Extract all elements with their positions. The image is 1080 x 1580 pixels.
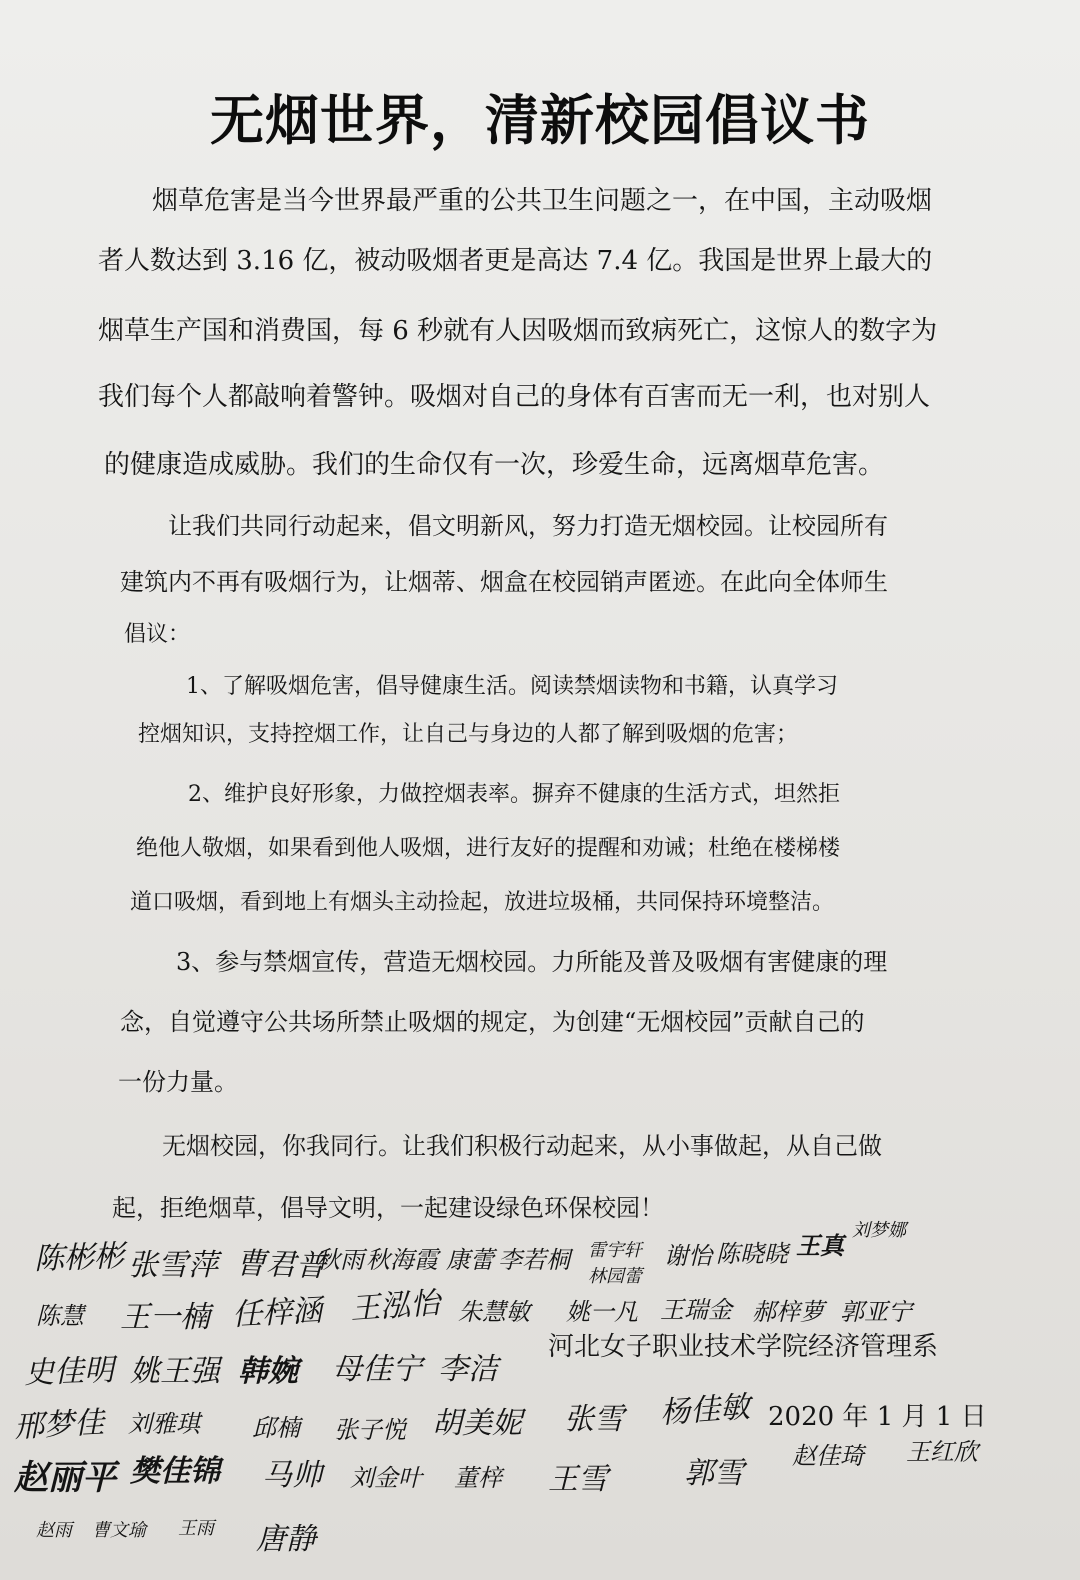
paragraph2-line2: 建筑内不再有吸烟行为，让烟蒂、烟盒在校园销声匿迹。在此向全体师生 (120, 568, 888, 596)
signature: 王一楠 (120, 1300, 210, 1335)
signature: 秋雨 (316, 1246, 364, 1274)
signature: 胡美妮 (432, 1406, 522, 1441)
paragraph2-line3: 倡议： (124, 622, 191, 647)
paragraph1-line5: 的健康造成威胁。我们的生命仅有一次，珍爱生命，远离烟草危害。 (104, 450, 885, 480)
signature: 郭雪 (684, 1456, 744, 1491)
signature: 曹文瑜 (92, 1520, 146, 1541)
signature: 谢怡 (664, 1242, 712, 1270)
signature: 张雪萍 (128, 1248, 218, 1283)
document-date: 2020 年 1 月 1 日 (768, 1402, 987, 1432)
item1-line1: 1、了解吸烟危害，倡导健康生活。阅读禁烟读物和书籍，认真学习 (186, 674, 838, 699)
signature: 王泓怡 (349, 1285, 442, 1327)
signature: 陈慧 (36, 1302, 84, 1330)
signature: 赵丽平 (14, 1458, 116, 1498)
signature: 王雪 (548, 1462, 608, 1497)
paragraph1-line1: 烟草危害是当今世界最严重的公共卫生问题之一，在中国，主动吸烟 (152, 186, 933, 216)
signature: 王真 (796, 1231, 844, 1260)
signature: 秋海霞 (366, 1246, 438, 1274)
signature: 曹君普 (235, 1246, 327, 1285)
signature: 马帅 (262, 1458, 322, 1493)
closing-line2: 起，拒绝烟草，倡导文明，一起建设绿色环保校园！ (112, 1194, 664, 1222)
signature: 任梓涵 (231, 1293, 323, 1333)
item1-line2: 控烟知识，支持控烟工作，让自己与身边的人都了解到吸烟的危害； (138, 722, 799, 747)
signature: 陈晓晓 (716, 1240, 788, 1268)
signature: 姚一凡 (566, 1298, 638, 1326)
signature: 董梓 (454, 1464, 502, 1492)
item3-line2: 念，自觉遵守公共场所禁止吸烟的规定，为创建“无烟校园”贡献自己的 (120, 1008, 865, 1036)
item3-line3: 一份力量。 (118, 1068, 238, 1096)
document-title: 无烟世界，清新校园倡议书 (210, 89, 870, 152)
signature: 张子悦 (334, 1416, 406, 1444)
signature: 樊佳锦 (130, 1454, 220, 1489)
signature: 李洁 (438, 1352, 498, 1387)
item2-line1: 2、维护良好形象，力做控烟表率。摒弃不健康的生活方式，坦然拒 (188, 782, 840, 807)
signature: 史佳明 (23, 1352, 115, 1391)
signature: 陈彬彬 (33, 1238, 125, 1277)
signature: 刘金叶 (350, 1464, 422, 1492)
signature: 康蕾 (446, 1246, 494, 1274)
item3-line1: 3、参与禁烟宣传，营造无烟校园。力所能及普及吸烟有害健康的理 (176, 948, 888, 976)
signature: 王红欣 (906, 1438, 978, 1466)
signature: 张雪 (564, 1402, 624, 1437)
signature: 姚王强 (130, 1354, 220, 1389)
signature: 唐静 (256, 1522, 316, 1557)
signature: 刘雅琪 (128, 1410, 200, 1438)
closing-line1: 无烟校园，你我同行。让我们积极行动起来，从小事做起，从自己做 (162, 1132, 882, 1160)
paragraph1-line3: 烟草生产国和消费国，每 6 秒就有人因吸烟而致病死亡，这惊人的数字为 (98, 316, 938, 346)
signature: 雷宇轩 (588, 1240, 642, 1261)
signature: 李若桐 (498, 1246, 570, 1274)
signature: 杨佳敏 (659, 1389, 752, 1431)
signature: 朱慧敏 (458, 1298, 530, 1326)
signature: 郭亚宁 (840, 1298, 912, 1326)
signature: 韩婉 (238, 1354, 298, 1389)
paragraph1-line2: 者人数达到 3.16 亿，被动吸烟者更是高达 7.4 亿。我国是世界上最大的 (98, 246, 933, 276)
paragraph1-line4: 我们每个人都敲响着警钟。吸烟对自己的身体有百害而无一利，也对别人 (98, 382, 931, 412)
signature: 邢梦佳 (13, 1405, 105, 1445)
paragraph2-line1: 让我们共同行动起来，倡文明新风，努力打造无烟校园。让校园所有 (168, 512, 888, 540)
signature: 母佳宁 (332, 1352, 422, 1387)
signature: 刘梦娜 (852, 1220, 906, 1241)
signature: 郝梓萝 (752, 1298, 824, 1326)
signature: 王瑞金 (660, 1296, 732, 1324)
signature: 赵雨 (36, 1520, 72, 1541)
signature: 邱楠 (252, 1414, 300, 1442)
item2-line3: 道口吸烟，看到地上有烟头主动捡起，放进垃圾桶，共同保持环境整洁。 (130, 890, 835, 915)
signature: 林园蕾 (588, 1266, 642, 1287)
organization-name: 河北女子职业技术学院经济管理系 (548, 1332, 939, 1362)
signature: 王雨 (178, 1518, 214, 1539)
item2-line2: 绝他人敬烟，如果看到他人吸烟，进行友好的提醒和劝诫；杜绝在楼梯楼 (136, 836, 841, 861)
signature: 赵佳琦 (792, 1442, 864, 1470)
